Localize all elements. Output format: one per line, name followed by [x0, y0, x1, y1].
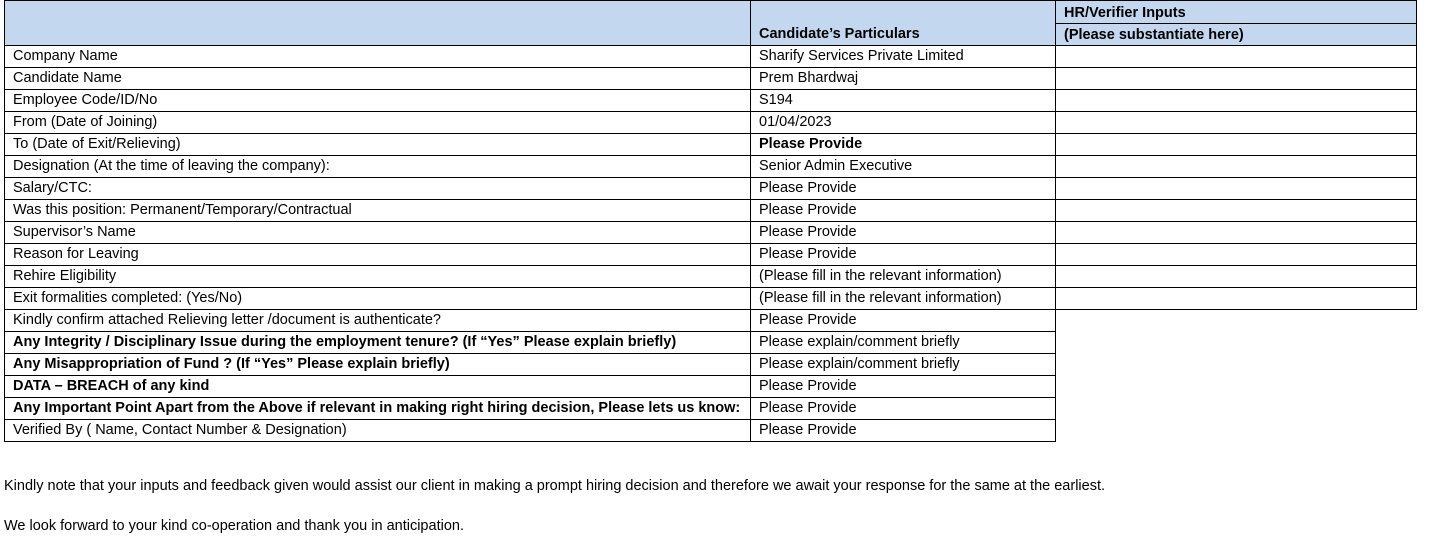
table-row [5, 398, 1417, 420]
table-row [5, 222, 1417, 244]
row-label: Employee Code/ID/No [5, 90, 751, 112]
row-value: Please explain/comment briefly [751, 354, 1056, 376]
row-label: Candidate Name [5, 68, 751, 90]
table-row [5, 332, 1417, 354]
table-row [5, 156, 1417, 178]
closing-note: Kindly note that your inputs and feedback given would assist our client in making a prompt hiring decision and therefore we await your response for the same at the earliest. [4, 478, 1106, 494]
table-row [5, 46, 1417, 68]
row-label: DATA – BREACH of any kind [5, 376, 751, 398]
table-row [5, 420, 1417, 442]
row-value: Please Provide [751, 134, 1056, 156]
row-value: Please Provide [751, 244, 1056, 266]
row-value: Please Provide [751, 222, 1056, 244]
header-field-cell [5, 1, 751, 46]
row-value: Please Provide [751, 310, 1056, 332]
row-label: Any Misappropriation of Fund ? (If “Yes” Please explain briefly) [5, 354, 751, 376]
verifier-input-cell[interactable] [1056, 112, 1417, 134]
row-label: To (Date of Exit/Relieving) [5, 134, 751, 156]
empty-cell [1056, 398, 1417, 420]
verifier-input-cell[interactable] [1056, 134, 1417, 156]
empty-cell [1056, 420, 1417, 442]
table-row [5, 90, 1417, 112]
row-label: Salary/CTC: [5, 178, 751, 200]
verifier-input-cell[interactable] [1056, 68, 1417, 90]
verifier-input-cell[interactable] [1056, 244, 1417, 266]
table-row [5, 376, 1417, 398]
verifier-input-cell[interactable] [1056, 156, 1417, 178]
row-label: Was this position: Permanent/Temporary/Contractual [5, 200, 751, 222]
row-value: Please explain/comment briefly [751, 332, 1056, 354]
empty-cell [1056, 332, 1417, 354]
table-row [5, 178, 1417, 200]
row-label: Supervisor’s Name [5, 222, 751, 244]
verifier-input-cell[interactable] [1056, 90, 1417, 112]
verifier-input-cell[interactable] [1056, 266, 1417, 288]
table-header-row [5, 1, 1417, 46]
row-value: Please Provide [751, 200, 1056, 222]
verifier-input-cell[interactable] [1056, 178, 1417, 200]
table-row [5, 68, 1417, 90]
empty-cell [1056, 376, 1417, 398]
row-label: Verified By ( Name, Contact Number & Designation) [5, 420, 751, 442]
row-value: Prem Bhardwaj [751, 68, 1056, 90]
row-label: From (Date of Joining) [5, 112, 751, 134]
row-label: Any Important Point Apart from the Above if relevant in making right hiring decision, Please lets us know: [5, 398, 751, 420]
closing-thanks: We look forward to your kind co-operation and thank you in anticipation. [4, 518, 464, 534]
row-value: S194 [751, 90, 1056, 112]
verification-table [4, 0, 1417, 442]
row-value: Please Provide [751, 376, 1056, 398]
verifier-input-cell[interactable] [1056, 288, 1417, 310]
empty-cell [1056, 354, 1417, 376]
row-label: Reason for Leaving [5, 244, 751, 266]
table-row [5, 288, 1417, 310]
table-row [5, 354, 1417, 376]
row-label: Any Integrity / Disciplinary Issue during the employment tenure? (If “Yes” Please explain briefly) [5, 332, 751, 354]
verifier-input-cell[interactable] [1056, 46, 1417, 68]
verifier-input-cell[interactable] [1056, 200, 1417, 222]
header-hr-subtitle: (Please substantiate here) [1064, 27, 1244, 43]
header-candidate-particulars: Candidate’s Particulars [751, 1, 1056, 46]
table-row [5, 310, 1417, 332]
table-row [5, 134, 1417, 156]
row-value: (Please fill in the relevant information) [751, 266, 1056, 288]
header-hr-verifier-inputs [1056, 1, 1417, 46]
row-value: Sharify Services Private Limited [751, 46, 1056, 68]
row-label: Company Name [5, 46, 751, 68]
row-label: Designation (At the time of leaving the company): [5, 156, 751, 178]
row-label: Kindly confirm attached Relieving letter /document is authenticate? [5, 310, 751, 332]
row-value: Please Provide [751, 178, 1056, 200]
header-hr-title: HR/Verifier Inputs [1056, 1, 1416, 24]
row-value: Please Provide [751, 420, 1056, 442]
empty-cell [1056, 310, 1417, 332]
row-value: 01/04/2023 [751, 112, 1056, 134]
table-row [5, 244, 1417, 266]
row-value: (Please fill in the relevant information) [751, 288, 1056, 310]
table-row [5, 200, 1417, 222]
verifier-input-cell[interactable] [1056, 222, 1417, 244]
row-value: Senior Admin Executive [751, 156, 1056, 178]
table-row [5, 266, 1417, 288]
row-label: Rehire Eligibility [5, 266, 751, 288]
row-label: Exit formalities completed: (Yes/No) [5, 288, 751, 310]
row-value: Please Provide [751, 398, 1056, 420]
table-row [5, 112, 1417, 134]
